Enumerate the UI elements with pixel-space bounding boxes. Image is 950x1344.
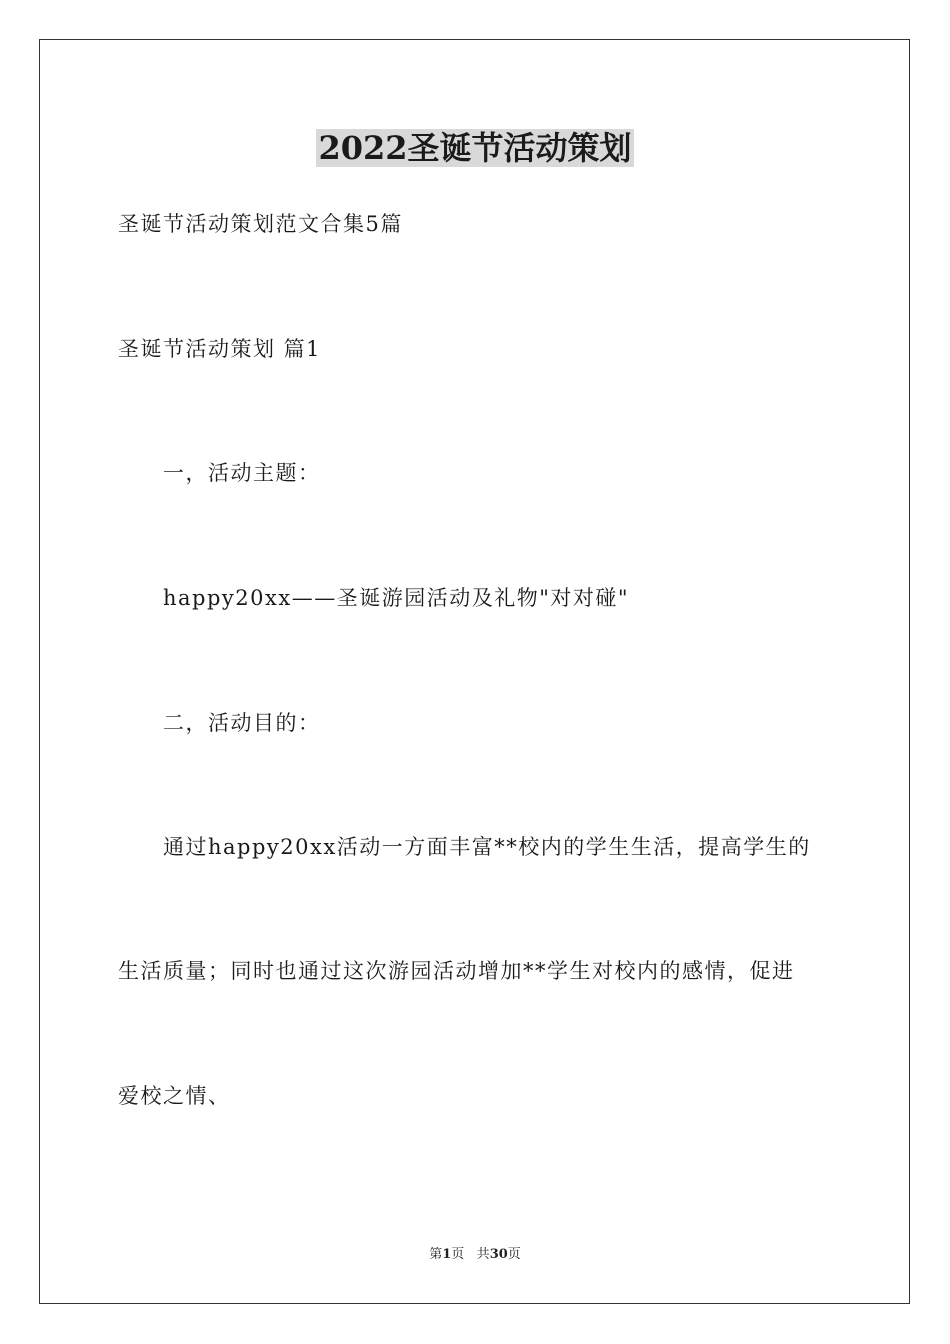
section-heading: 圣诞节活动策划 篇1 <box>118 337 322 361</box>
total-pages: 30 <box>489 1247 508 1262</box>
page-suffix: 页 <box>451 1247 465 1262</box>
document-title <box>0 126 950 170</box>
total-suffix: 页 <box>507 1247 521 1262</box>
page-number: 1 <box>442 1247 452 1262</box>
total-prefix: 共 <box>476 1247 490 1262</box>
paragraph-line: 通过happy20xx活动一方面丰富**校内的学生生活，提高学生的 <box>163 835 811 859</box>
paragraph-line: 生活质量；同时也通过这次游园活动增加**学生对校内的感情，促进 <box>118 959 795 983</box>
paragraph-line: 爱校之情、 <box>118 1084 231 1108</box>
subtitle-line: 圣诞节活动策划范文合集5篇 <box>118 212 403 236</box>
page-prefix: 第 <box>429 1247 443 1262</box>
paragraph-line: happy20xx——圣诞游园活动及礼物"对对碰" <box>163 586 630 610</box>
document-title-text: 2022圣诞节活动策划 <box>318 129 632 167</box>
paragraph-line: 二，活动目的： <box>163 711 321 735</box>
page-footer <box>0 1246 950 1264</box>
paragraph-line: 一，活动主题： <box>163 461 321 485</box>
